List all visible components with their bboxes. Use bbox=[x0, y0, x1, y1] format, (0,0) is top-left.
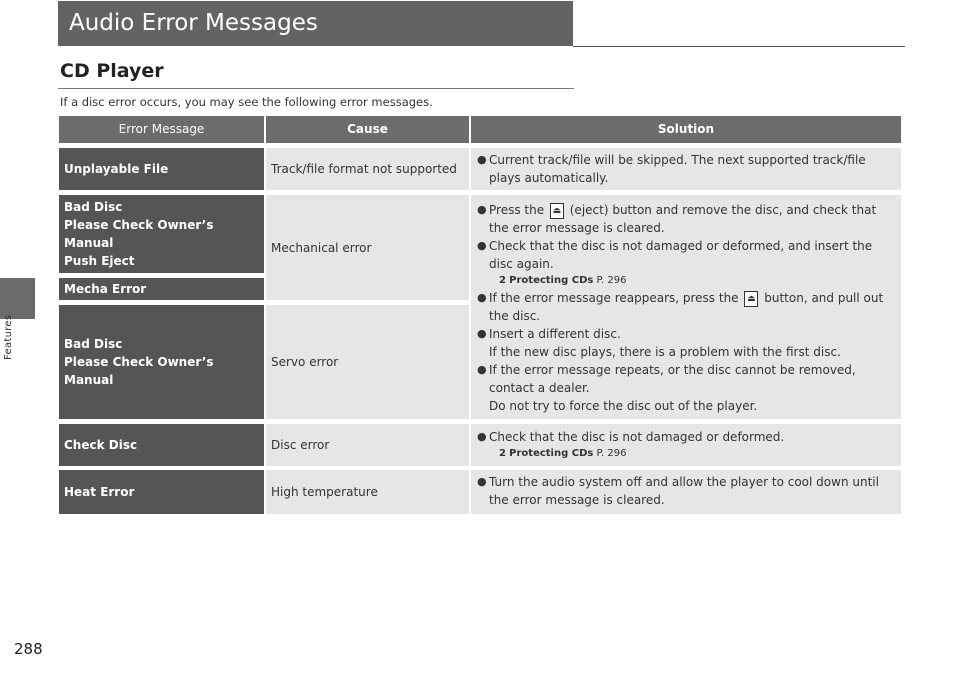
error-message-cell: Mecha Error bbox=[59, 278, 264, 300]
bullet-icon: ● bbox=[477, 475, 487, 488]
bullet-icon: ● bbox=[477, 203, 487, 216]
header-cause: Cause bbox=[266, 116, 469, 143]
error-message-cell: Unplayable File bbox=[59, 148, 264, 190]
bullet-icon: ● bbox=[477, 239, 487, 252]
subtitle-rule bbox=[58, 88, 574, 89]
error-message-cell: Bad Disc Please Check Owner’s Manual Push Eject bbox=[59, 195, 264, 273]
header-solution: Solution bbox=[471, 116, 901, 143]
solution-cell: ● Check that the disc is not damaged or deformed. 2 Protecting CDs P. 296 bbox=[471, 424, 901, 466]
error-message-cell: Check Disc bbox=[59, 424, 264, 466]
eject-icon: ⏏ bbox=[550, 203, 564, 219]
bullet-icon: ● bbox=[477, 153, 487, 166]
cause-cell: Servo error bbox=[266, 305, 469, 419]
section-title: Audio Error Messages bbox=[58, 1, 573, 46]
intro-text: If a disc error occurs, you may see the following error messages. bbox=[60, 95, 433, 109]
cause-cell: Mechanical error bbox=[266, 195, 469, 300]
error-message-cell: Heat Error bbox=[59, 470, 264, 514]
cause-cell: High temperature bbox=[266, 470, 469, 514]
chapter-label: Features bbox=[3, 314, 14, 360]
bullet-icon: ● bbox=[477, 363, 487, 376]
cause-cell: Track/file format not supported bbox=[266, 148, 469, 190]
bullet-icon: ● bbox=[477, 430, 487, 443]
page-number: 288 bbox=[14, 640, 43, 658]
solution-cell: ● Press the ⏏ (eject) button and remove the disc, and check that the error message is cleared. ● Check that the disc is not damaged or deformed, and insert the disc again. 2 Protecting CDs P. 296 ● If the error message reappears, press the ⏏ button, and pull out the disc. ● Insert a different disc. If the new disc plays, there is a problem with the first disc. ● If the error message repeats, or the disc cannot be removed, contact a dealer. Do not try to force the disc out of the player. bbox=[471, 195, 901, 419]
cause-cell: Disc error bbox=[266, 424, 469, 466]
eject-icon: ⏏ bbox=[744, 291, 758, 307]
solution-cell: ● Current track/file will be skipped. The next supported track/file plays automatically. bbox=[471, 148, 901, 190]
page-reference: 2 Protecting CDs P. 296 bbox=[499, 448, 627, 459]
subtitle: CD Player bbox=[60, 60, 164, 82]
solution-cell: ● Turn the audio system off and allow the player to cool down until the error message is cleared. bbox=[471, 470, 901, 514]
header-error-message: Error Message bbox=[59, 116, 264, 143]
error-message-cell: Bad Disc Please Check Owner’s Manual bbox=[59, 305, 264, 419]
page-reference: 2 Protecting CDs P. 296 bbox=[499, 275, 627, 286]
bullet-icon: ● bbox=[477, 327, 487, 340]
section-rule bbox=[573, 46, 905, 47]
bullet-icon: ● bbox=[477, 291, 487, 304]
